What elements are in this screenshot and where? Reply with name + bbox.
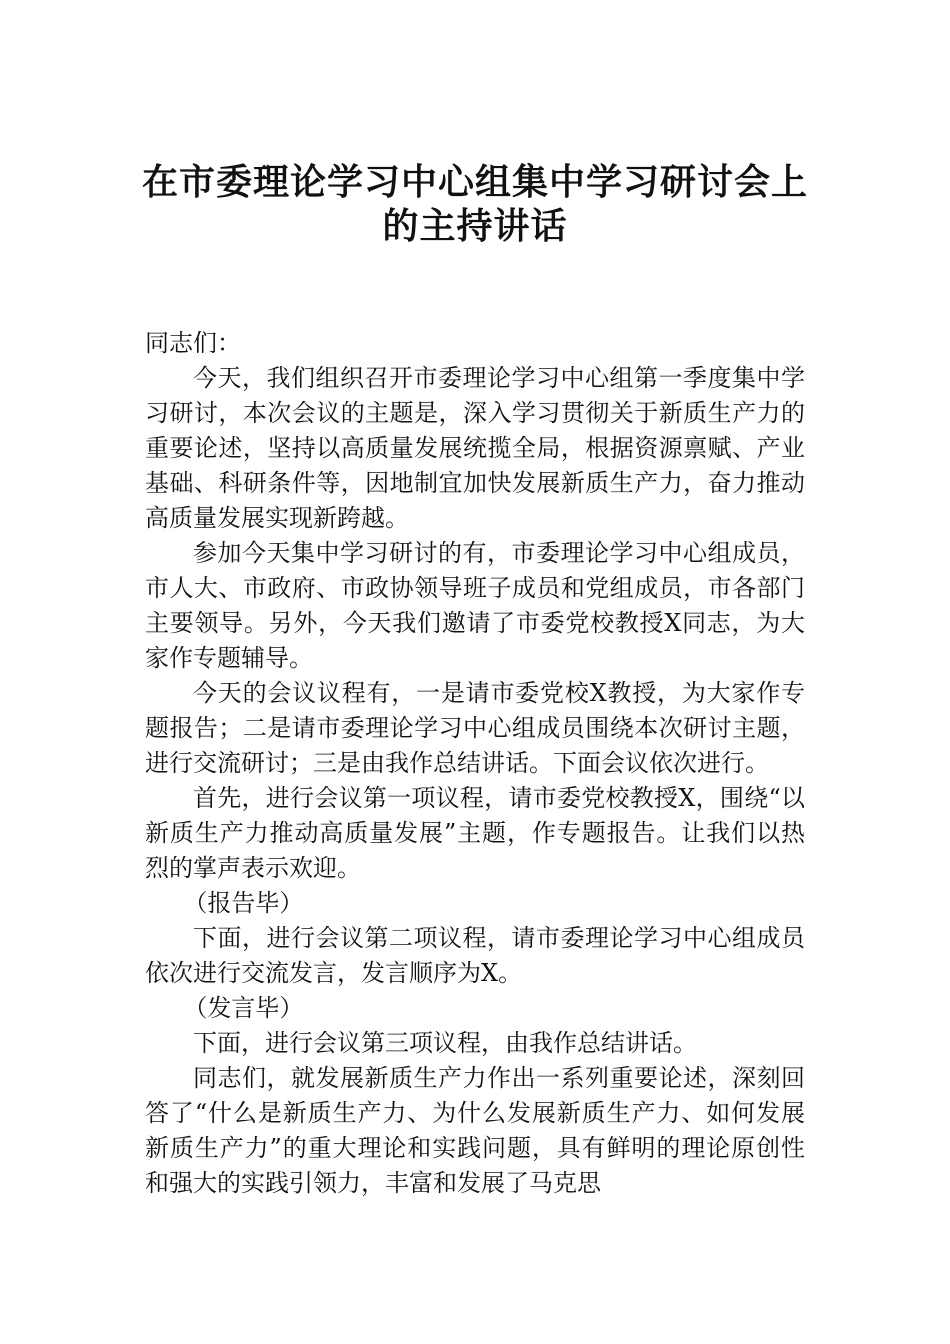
paragraph-first-item: 首先，进行会议第一项议程，请市委党校教授X，围绕“以新质生产力推动高质量发展”主题，作专题报告。让我们以热烈的掌声表示欢迎。 (145, 784, 805, 882)
document-body (145, 326, 805, 1201)
greeting: 同志们： (145, 329, 241, 357)
document-title-line2: 的主持讲话 (382, 205, 568, 247)
note-speech-end: （发言毕） (183, 994, 304, 1022)
paragraph-agenda: 今天的会议议程有，一是请市委党校X教授，为大家作专题报告；二是请市委理论学习中心组成员围绕本次研讨主题，进行交流研讨；三是由我作总结讲话。下面会议依次进行。 (145, 679, 805, 777)
paragraph-third-item: 下面，进行会议第三项议程，由我作总结讲话。 (193, 1029, 697, 1057)
paragraph-attendees: 参加今天集中学习研讨的有，市委理论学习中心组成员，市人大、市政府、市政协领导班子成员和党组成员，市各部门主要领导。另外，今天我们邀请了市委党校教授X同志，为大家作专题辅导。 (145, 539, 805, 672)
paragraph-opening: 今天，我们组织召开市委理论学习中心组第一季度集中学习研讨，本次会议的主题是，深入学习贯彻关于新质生产力的重要论述，坚持以高质量发展统揽全局，根据资源禀赋、产业基础、科研条件等，因地制宜加快发展新质生产力，奋力推动高质量发展实现新跨越。 (145, 364, 805, 532)
document-title-line1: 在市委理论学习中心组集中学习研讨会上 (141, 161, 808, 203)
paragraph-second-item: 下面，进行会议第二项议程，请市委理论学习中心组成员依次进行交流发言，发言顺序为X。 (145, 924, 805, 987)
paragraph-summary: 同志们，就发展新质生产力作出一系列重要论述，深刻回答了“什么是新质生产力、为什么发展新质生产力、如何发展新质生产力”的重大理论和实践问题，具有鲜明的理论原创性和强大的实践引领力，丰富和发展了马克思 (145, 1064, 805, 1197)
note-report-end: （报告毕） (183, 889, 304, 917)
